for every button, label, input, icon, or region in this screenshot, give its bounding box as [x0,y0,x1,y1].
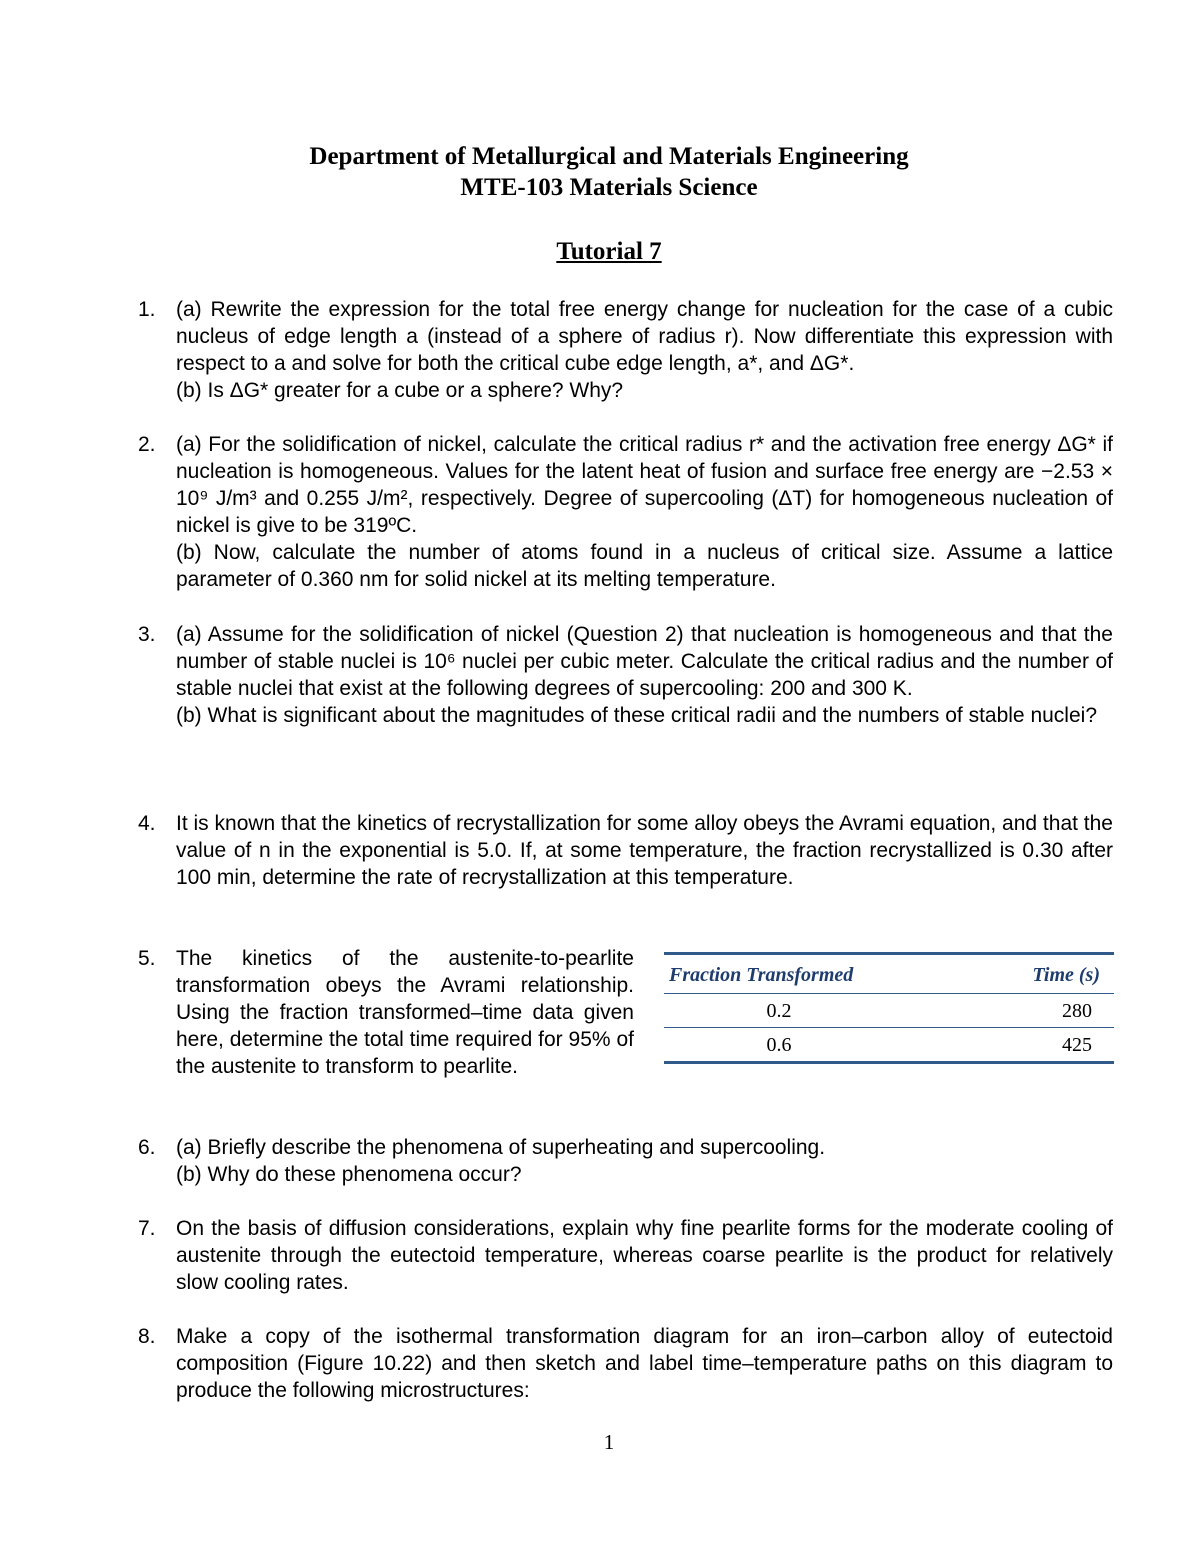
question-1 [138,296,1113,404]
fraction-time-table [664,952,1114,1064]
question-6 [138,1134,1113,1188]
question-number: 3. [138,623,156,646]
question-5 [138,945,634,1080]
fraction-cell: 0.6 [766,1034,792,1056]
question-text: The kinetics of the austenite-to-pearlite transformation obeys the Avrami relationship. Using the fraction transformed–time data given here, determine the total time required for 95% of the austenite to transform to pearlite. [176,947,634,1078]
column-header-fraction: Fraction Transformed [669,964,854,986]
table-bottom-rule [664,1061,1114,1064]
column-header-time: Time (s) [1032,964,1100,986]
question-text: Make a copy of the isothermal transformation diagram for an iron–carbon alloy of eutectoid composition (Figure 10.22) and then sketch and label time–temperature paths on this diagram to produce the following microstructures: [176,1325,1113,1402]
question-text: (a) For the solidification of nickel, calculate the critical radius r* and the activation free energy ΔG* if nucleation is homogeneous. Values for the latent heat of fusion and surface free energy are −2.53 × 10⁹ J/m³ and 0.255 J/m², respectively. Degree of supercooling (ΔT) for homogeneous nucleation of nickel is give to be 319ºC. [176,433,1113,537]
question-3 [138,621,1113,729]
time-cell: 425 [1062,1034,1092,1056]
fraction-cell: 0.2 [766,1000,792,1022]
table-row [664,1028,1114,1061]
question-number: 1. [138,298,156,321]
department-title: Department of Metallurgical and Materials Engineering [309,143,909,170]
page-number: 1 [603,1430,615,1454]
question-text: It is known that the kinetics of recrystallization for some alloy obeys the Avrami equation, and that the value of n in the exponential is 5.0. If, at some temperature, the fraction recrystallized is 0.30 after 100 min, determine the rate of recrystallization at this temperature. [176,812,1113,889]
question-2 [138,431,1113,593]
question-text: (a) Assume for the solidification of nickel (Question 2) that nucleation is homogeneous and that the number of stable nuclei is 10⁶ nuclei per cubic meter. Calculate the critical radius and the number of stable nuclei that exist at the following degrees of supercooling: 200 and 300 K. [176,623,1113,700]
question-text: (b) Why do these phenomena occur? [176,1163,522,1186]
question-number: 2. [138,433,156,456]
tutorial-title: Tutorial 7 [556,238,662,265]
question-8 [138,1323,1113,1404]
question-number: 4. [138,812,156,835]
table-header-row [664,955,1114,994]
question-4 [138,810,1113,891]
question-text: (a) Rewrite the expression for the total free energy change for nucleation for the case of a cubic nucleus of edge length a (instead of a sphere of radius r). Now differentiate this expression with respect to a and solve for both the critical cube edge length, a*, and ΔG*. [176,298,1113,375]
question-number: 5. [138,947,156,970]
question-text: (b) Is ΔG* greater for a cube or a sphere? Why? [176,379,624,402]
question-7 [138,1215,1113,1296]
question-text: (b) What is significant about the magnitudes of these critical radii and the numbers of stable nuclei? [176,704,1097,727]
question-text: (a) Briefly describe the phenomena of superheating and supercooling. [176,1136,826,1159]
course-title: MTE-103 Materials Science [460,174,758,201]
question-number: 8. [138,1325,156,1348]
question-text: On the basis of diffusion considerations, explain why fine pearlite forms for the moderate cooling of austenite through the eutectoid temperature, whereas coarse pearlite is the product for relatively slow cooling rates. [176,1217,1113,1294]
question-number: 6. [138,1136,156,1159]
question-number: 7. [138,1217,156,1240]
question-text: (b) Now, calculate the number of atoms found in a nucleus of critical size. Assume a lattice parameter of 0.360 nm for solid nickel at its melting temperature. [176,541,1113,591]
table-row [664,994,1114,1028]
time-cell: 280 [1062,1000,1092,1022]
